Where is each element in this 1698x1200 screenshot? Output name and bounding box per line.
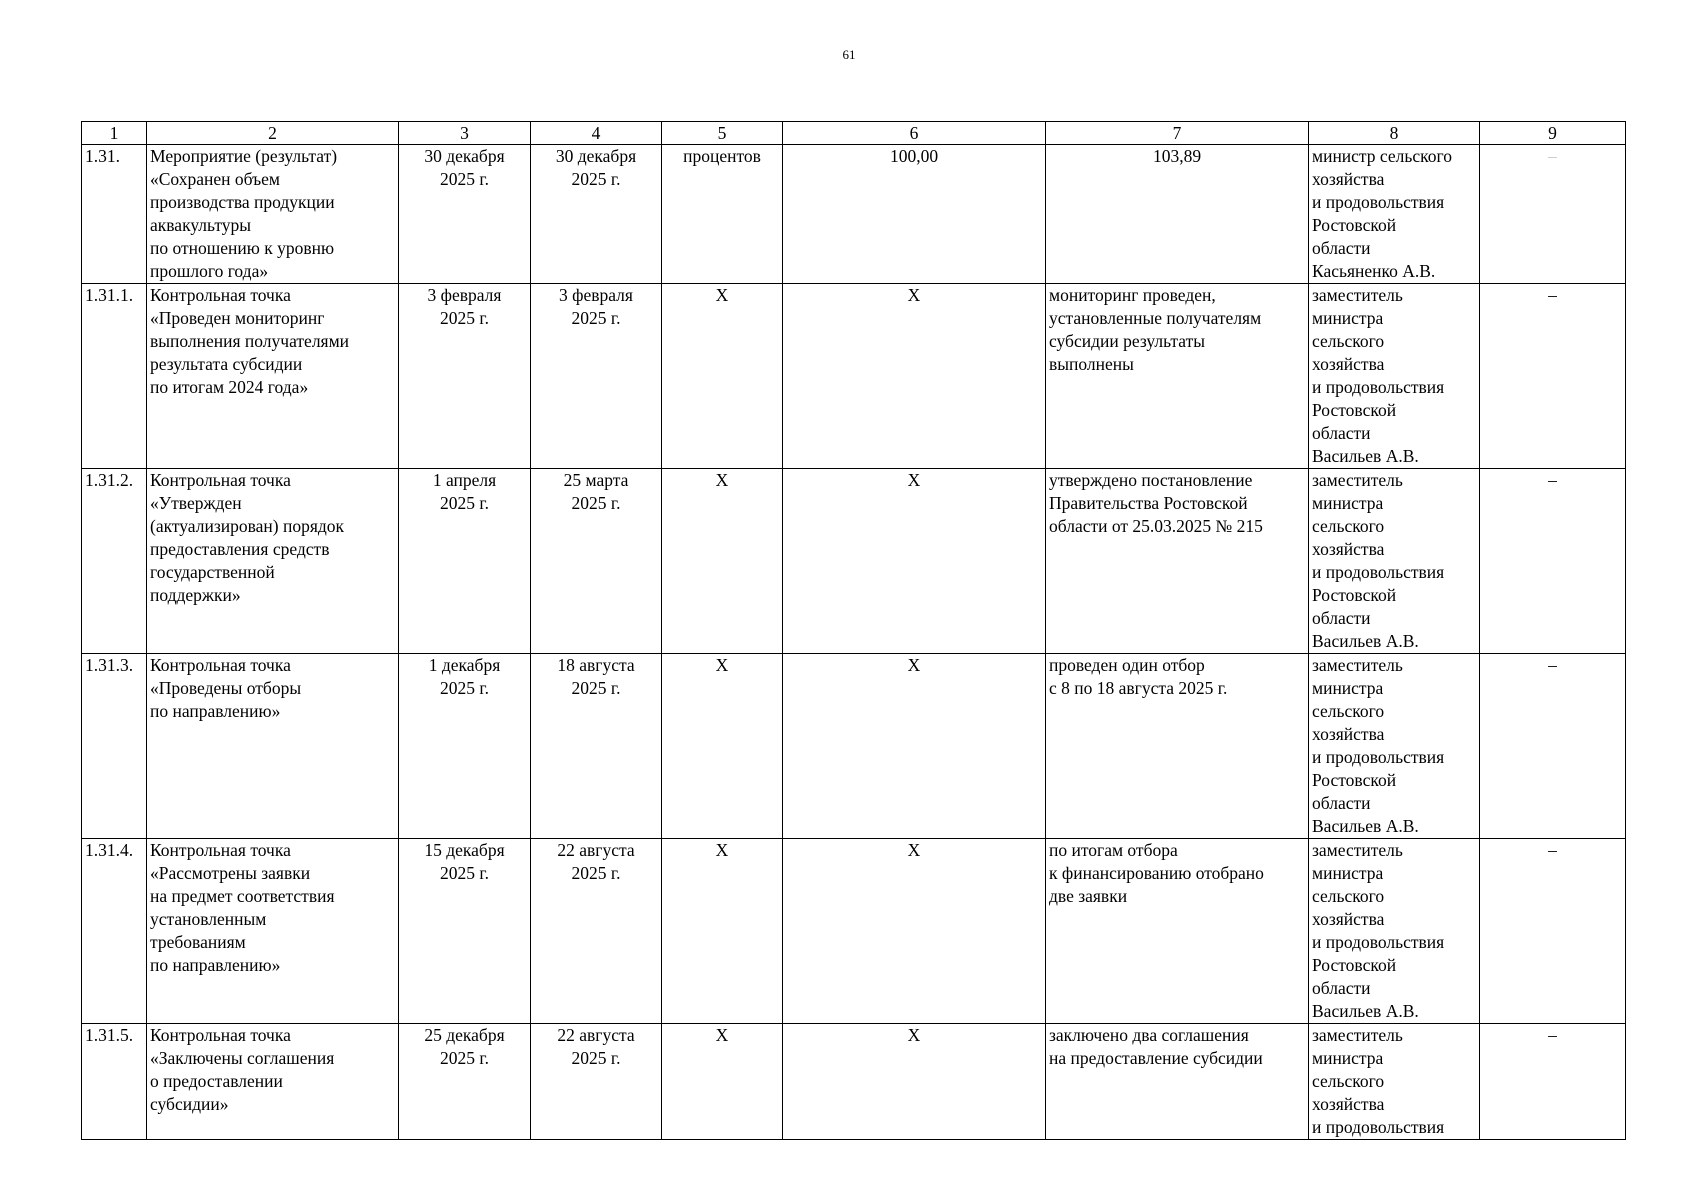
row-fact-date: 3 февраля 2025 г. [531,284,662,469]
row-fact-date: 22 августа 2025 г. [531,1024,662,1140]
row-note: – [1480,1024,1626,1140]
row-unit: X [662,284,783,469]
row-unit: X [662,654,783,839]
header-cell-7: 7 [1046,122,1309,145]
row-name: Контрольная точка «Проведен мониторинг выполнения получателями результата субсидии по итогам 2024 года» [147,284,399,469]
row-plan-date: 3 февраля 2025 г. [399,284,531,469]
table-row [82,284,1626,469]
row-plan-value: X [783,284,1046,469]
row-note: – [1480,839,1626,1024]
row-plan-date: 1 апреля 2025 г. [399,469,531,654]
row-number: 1.31.4. [82,839,147,1024]
row-unit: процентов [662,145,783,284]
row-note: – [1480,145,1626,284]
row-unit: X [662,839,783,1024]
row-number: 1.31.1. [82,284,147,469]
row-fact-date: 18 августа 2025 г. [531,654,662,839]
header-cell-6: 6 [783,122,1046,145]
row-name: Контрольная точка «Заключены соглашения о предоставлении субсидии» [147,1024,399,1140]
row-number: 1.31.3. [82,654,147,839]
header-cell-4: 4 [531,122,662,145]
row-plan-date: 25 декабря 2025 г. [399,1024,531,1140]
row-responsible: заместитель министра сельского хозяйства и продовольствия Ростовской области Васильев А.В. [1309,654,1480,839]
row-plan-value: X [783,839,1046,1024]
header-cell-9: 9 [1480,122,1626,145]
header-cell-2: 2 [147,122,399,145]
row-responsible: заместитель министра сельского хозяйства и продовольствия Ростовской области Васильев А.В. [1309,839,1480,1024]
table-row [82,654,1626,839]
row-plan-date: 30 декабря 2025 г. [399,145,531,284]
row-note: – [1480,654,1626,839]
table-header [82,122,1626,145]
header-cell-5: 5 [662,122,783,145]
row-fact-date: 22 августа 2025 г. [531,839,662,1024]
header-cell-1: 1 [82,122,147,145]
row-fact-date: 30 декабря 2025 г. [531,145,662,284]
row-name: Контрольная точка «Проведены отборы по направлению» [147,654,399,839]
row-plan-value: X [783,469,1046,654]
row-name: Мероприятие (результат) «Сохранен объем производства продукции аквакультуры по отношению к уровню прошлого года» [147,145,399,284]
row-responsible: заместитель министра сельского хозяйства и продовольствия Ростовской области Васильев А.В. [1309,469,1480,654]
table-body [82,145,1626,1140]
row-responsible: министр сельского хозяйства и продовольствия Ростовской области Касьяненко А.В. [1309,145,1480,284]
row-number: 1.31.2. [82,469,147,654]
row-unit: X [662,469,783,654]
header-cell-3: 3 [399,122,531,145]
header-row [82,122,1626,145]
table-row [82,145,1626,284]
row-fact-value: утверждено постановление Правительства Ростовской области от 25.03.2025 № 215 [1046,469,1309,654]
row-note: – [1480,284,1626,469]
report-table [81,121,1626,1140]
row-name: Контрольная точка «Утвержден (актуализирован) порядок предоставления средств государственной поддержки» [147,469,399,654]
row-number: 1.31.5. [82,1024,147,1140]
row-plan-date: 1 декабря 2025 г. [399,654,531,839]
row-fact-value: мониторинг проведен, установленные получателям субсидии результаты выполнены [1046,284,1309,469]
row-number: 1.31. [82,145,147,284]
row-plan-value: X [783,1024,1046,1140]
row-fact-date: 25 марта 2025 г. [531,469,662,654]
row-fact-value: 103,89 [1046,145,1309,284]
row-responsible: заместитель министра сельского хозяйства и продовольствия [1309,1024,1480,1140]
row-responsible: заместитель министра сельского хозяйства и продовольствия Ростовской области Васильев А.В. [1309,284,1480,469]
table-row [82,469,1626,654]
table-row [82,1024,1626,1140]
header-cell-8: 8 [1309,122,1480,145]
row-plan-date: 15 декабря 2025 г. [399,839,531,1024]
row-note: – [1480,469,1626,654]
row-fact-value: проведен один отбор с 8 по 18 августа 2025 г. [1046,654,1309,839]
row-name: Контрольная точка «Рассмотрены заявки на предмет соответствия установленным требованиям по направлению» [147,839,399,1024]
table-row [82,839,1626,1024]
page-number: 61 [842,47,856,62]
row-fact-value: заключено два соглашения на предоставление субсидии [1046,1024,1309,1140]
row-plan-value: X [783,654,1046,839]
row-fact-value: по итогам отбора к финансированию отобрано две заявки [1046,839,1309,1024]
row-plan-value: 100,00 [783,145,1046,284]
row-unit: X [662,1024,783,1140]
